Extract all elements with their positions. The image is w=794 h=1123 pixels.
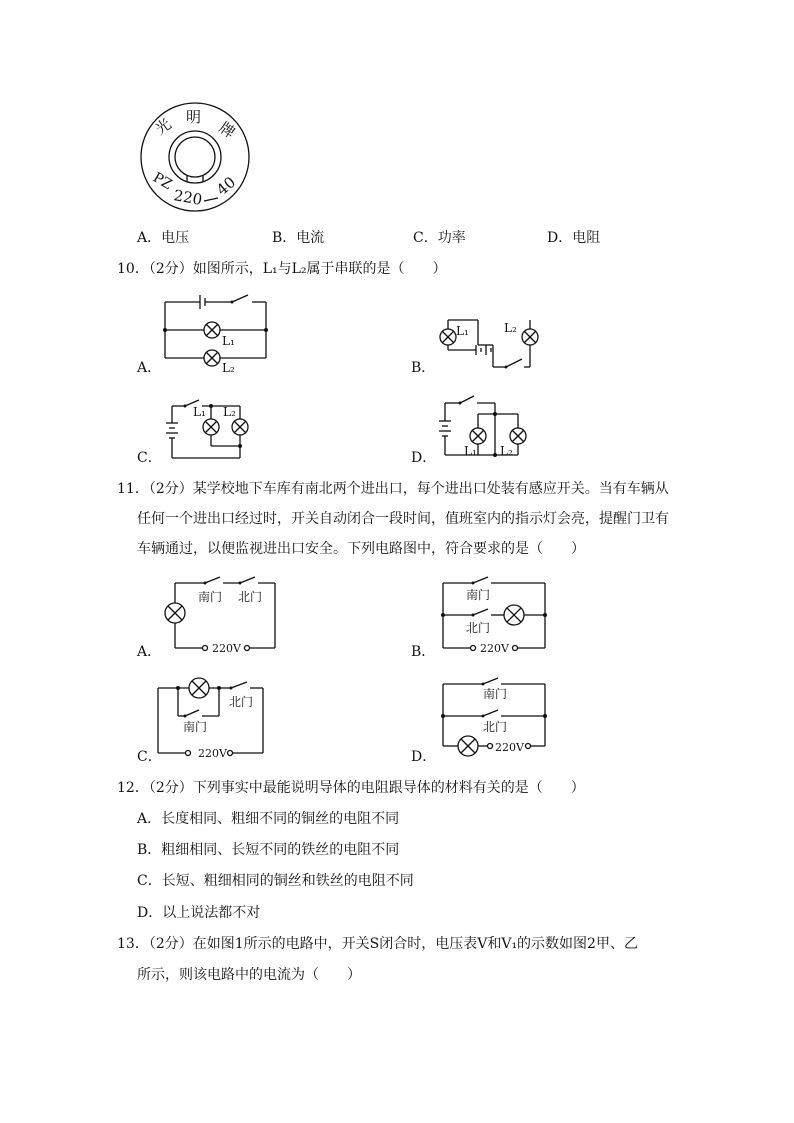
q11b-south-label: 南门 [466,588,491,602]
q11-circuit-b [438,575,553,660]
q9-option-a: A．电压 [137,230,190,246]
q10b-l1-label: L₁ [456,324,469,338]
q9-option-d: D．电阻 [547,230,601,246]
q10b-l2-label: L₂ [504,321,517,335]
q11-label-d: D． [411,749,437,765]
bulb-nameplate-figure [138,100,253,215]
q10-label-a: A． [137,360,162,376]
q11b-voltage-label: 220V [480,642,509,655]
q11-stem-line-3: 车辆通过，以便监视进出口安全。下列电路图中，符合要求的是（ ） [137,541,585,557]
q11-circuit-c [153,676,268,761]
q11a-voltage-label: 220V [212,642,241,655]
q10c-l2-label: L₂ [223,405,236,419]
q11-circuit-d [438,676,553,761]
q10-label-d: D． [411,450,437,466]
q10-label-b: B． [411,360,436,376]
q12-option-b: B．粗细相同、长短不同的铁丝的电阻不同 [137,842,400,858]
svg-text:明: 明 [186,108,202,126]
q11-circuit-a [160,575,280,660]
q13-stem-line-1: 13．（2分）在如图1所示的电路中，开关S闭合时，电压表V和V₁的示数如图2甲、乙 [117,936,638,952]
q11-label-a: A． [137,644,162,660]
q9-option-b: B．电流 [272,230,325,246]
q11-label-b: B． [411,644,436,660]
svg-text:PZ: PZ [150,169,175,194]
q11d-north-label: 北门 [483,720,508,734]
q11-stem-line-2: 任何一个进出口经过时，开关自动闭合一段时间，值班室内的指示灯会亮，提醒门卫有 [137,511,669,527]
q11c-south-label: 南门 [183,720,208,734]
q10-stem: 10．（2分）如图所示，L₁与L₂属于串联的是（ ） [117,261,447,277]
q11-stem-line-1: 11．（2分）某学校地下车库有南北两个进出口，每个进出口处装有感应开关。当有车辆从 [117,481,669,497]
q12-stem: 12．（2分）下列事实中最能说明导体的电阻跟导体的材料有关的是（ ） [117,780,585,796]
q10-circuit-d [438,393,538,461]
q10-label-c: C． [137,450,162,466]
q11c-north-label: 北门 [229,695,254,709]
q11-label-c: C． [137,749,162,765]
q10d-l1-label: L₁ [464,444,477,458]
q10-circuit-b [438,315,553,375]
svg-text:牌: 牌 [215,118,239,142]
q11a-south-label: 南门 [198,590,223,604]
q11a-north-label: 北门 [238,590,263,604]
svg-text:40: 40 [213,173,240,200]
q11d-voltage-label: 220V [495,741,524,754]
q10a-l2-label: L₂ [222,361,235,375]
q10d-l2-label: L₂ [500,444,513,458]
q11b-north-label: 北门 [466,621,491,635]
q12-option-d: D．以上说法都不对 [137,905,261,921]
q9-option-c: C．功率 [413,230,466,246]
q10-circuit-a [160,292,275,377]
q11d-south-label: 南门 [483,687,508,701]
q10a-l1-label: L₁ [222,334,235,348]
q12-option-c: C．长短、粗细相同的铜丝和铁丝的电阻不同 [137,873,414,889]
q11c-voltage-label: 220V [198,747,227,760]
q10-circuit-c [165,398,265,463]
q10c-l1-label: L₁ [193,405,206,419]
q13-stem-line-2: 所示，则该电路中的电流为（ ） [137,967,361,983]
q12-option-a: A．长度相同、粗细不同的铜丝的电阻不同 [137,811,400,827]
svg-text:220: 220 [172,186,204,209]
svg-text:光: 光 [151,114,175,139]
